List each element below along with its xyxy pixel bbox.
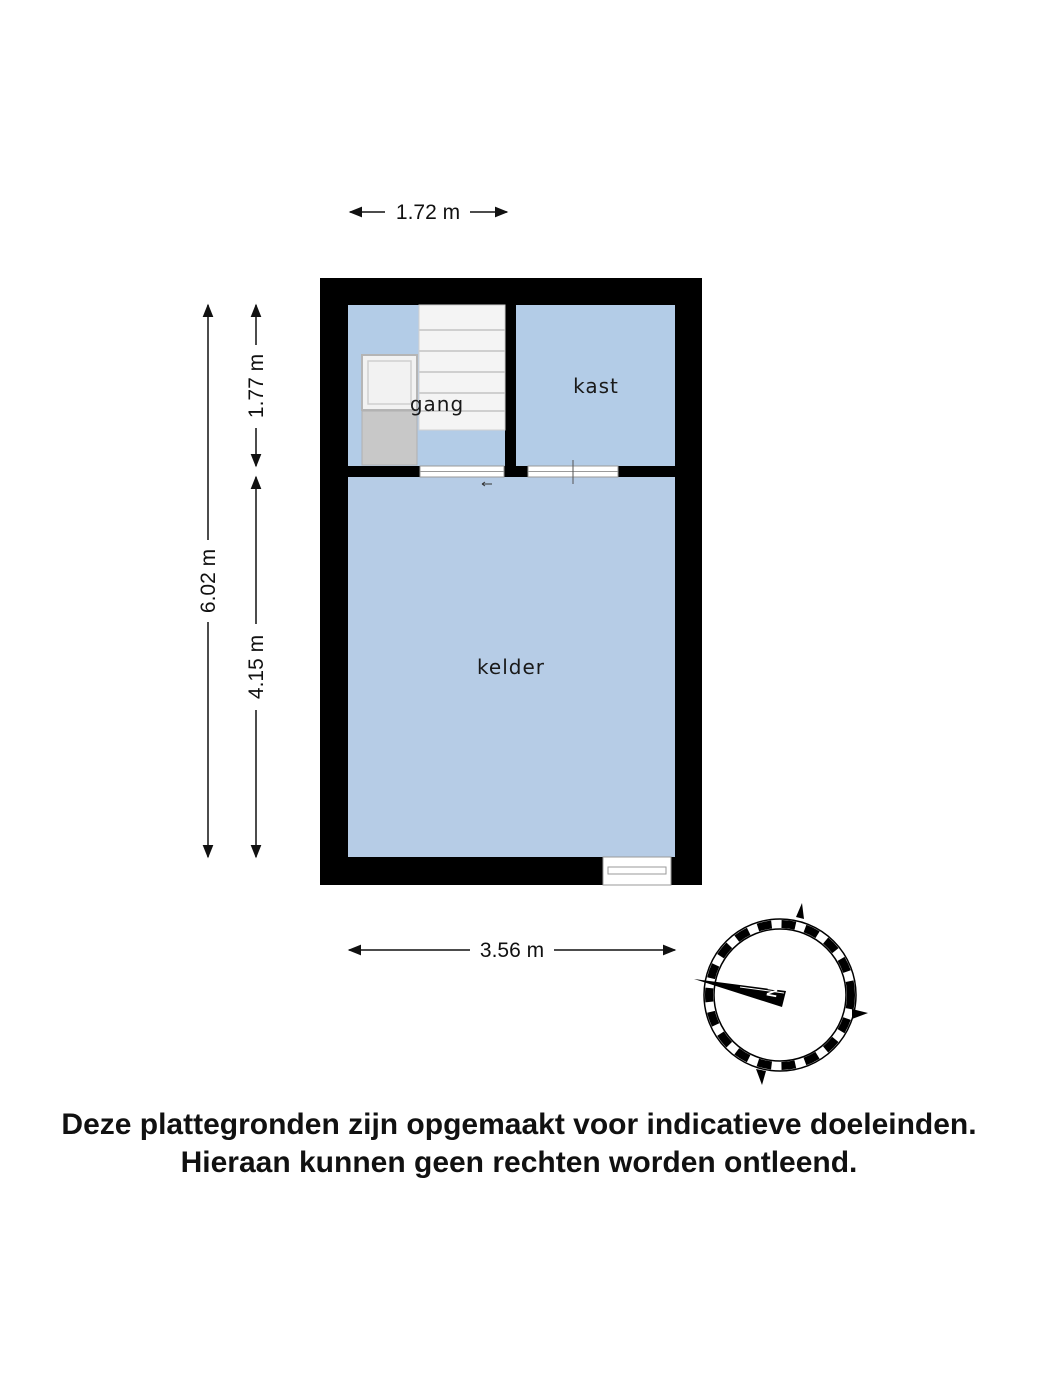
disclaimer	[0, 1106, 1038, 1182]
window	[603, 857, 671, 885]
dimension-top-label: 1.72 m	[395, 201, 461, 224]
washing-machine-icon	[362, 355, 417, 410]
compass-icon	[694, 903, 868, 1085]
compass-north-label: N	[763, 985, 781, 999]
dimension-upper-height-label: 1.77 m	[245, 353, 268, 419]
disclaimer-line-2: Hieraan kunnen geen rechten worden ontleend.	[180, 1146, 858, 1179]
disclaimer-line-1: Deze plattegronden zijn opgemaakt voor indicatieve doeleinden.	[61, 1108, 977, 1141]
dimension-lower-height	[245, 477, 268, 857]
dimension-top	[350, 201, 507, 224]
dimension-lower-height-label: 4.15 m	[245, 634, 268, 700]
dimension-bottom	[349, 939, 675, 962]
dimension-upper-height	[245, 305, 268, 466]
compass-tick-east	[852, 1009, 868, 1019]
door-gang	[420, 466, 504, 477]
dryer-icon	[362, 411, 417, 465]
dimension-total-height	[197, 305, 220, 857]
dimension-bottom-label: 3.56 m	[479, 939, 545, 962]
dimension-total-height-label: 6.02 m	[197, 548, 220, 614]
room-label-kelder: kelder	[477, 655, 545, 679]
compass-tick-south	[756, 1069, 766, 1085]
compass-tick-north	[796, 903, 804, 919]
room-label-kast: kast	[573, 374, 619, 398]
room-label-gang: gang	[409, 392, 465, 416]
